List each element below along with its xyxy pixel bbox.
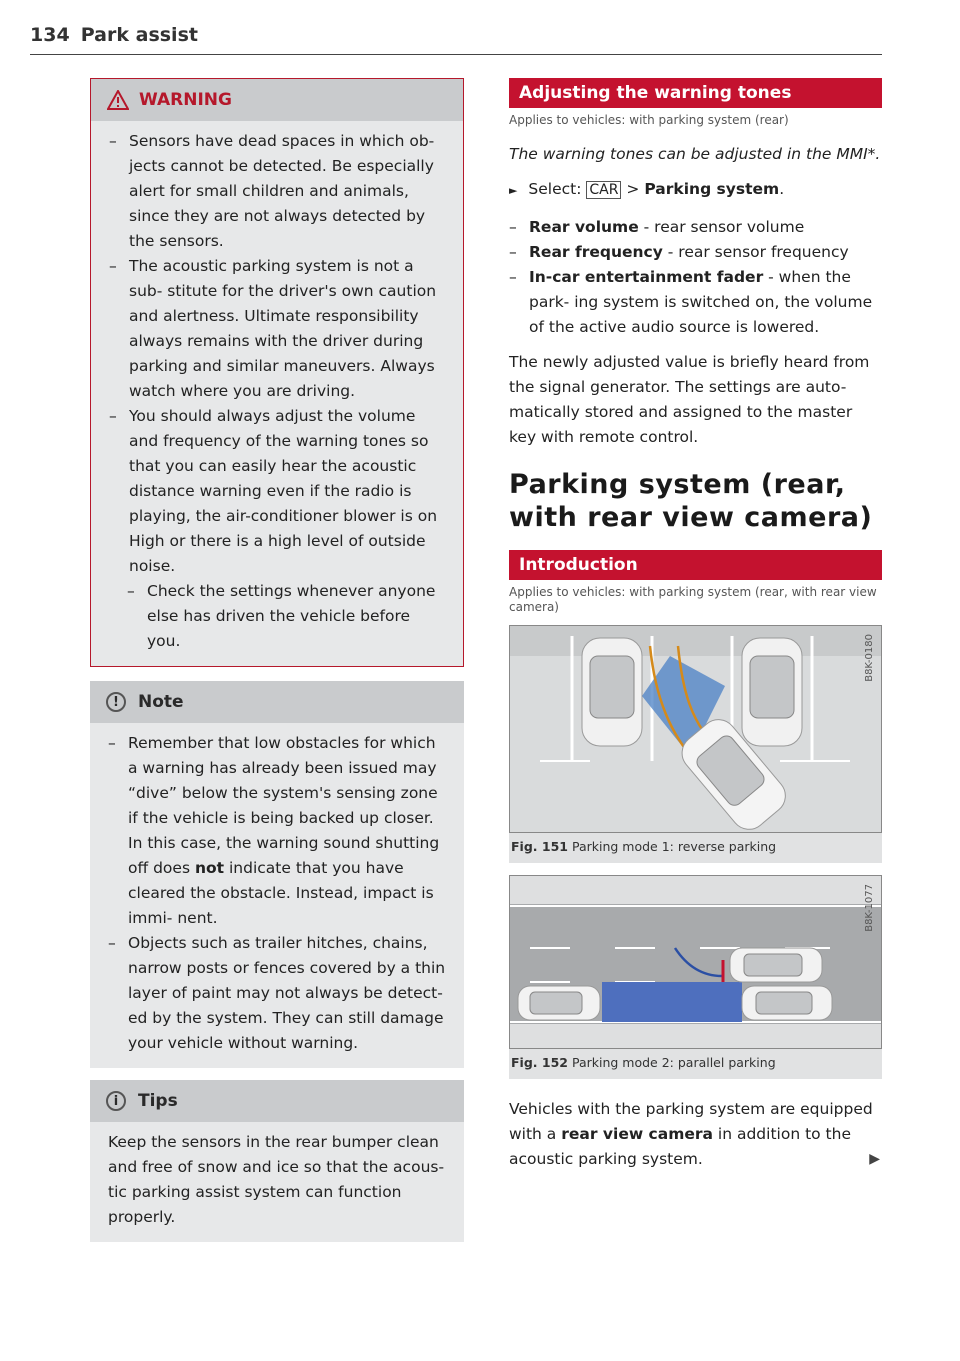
parking-camera-title: Parking system (rear, with rear view camera) bbox=[509, 469, 873, 533]
option-rear-frequency: – Rear frequency - rear sensor frequency bbox=[509, 240, 882, 265]
figure-151-image bbox=[509, 625, 882, 833]
tips-title: Tips bbox=[138, 1091, 178, 1111]
left-column bbox=[90, 78, 464, 1242]
option-fader: – In-car entertainment fader - when the park- ing system is switched on, the volume of the active audio source is lowered. bbox=[509, 265, 882, 340]
select-instruction: ► Select: CAR > Parking system. bbox=[509, 180, 785, 198]
warning-header bbox=[90, 78, 464, 121]
rear-view-camera-bold: rear view camera bbox=[561, 1125, 713, 1143]
camera-paragraph: Vehicles with the parking system are equipped with a rear view camera in addition to the acoustic parking system. ▶ bbox=[509, 1097, 882, 1172]
note-body bbox=[90, 723, 464, 1068]
note-header bbox=[90, 681, 464, 723]
right-column bbox=[509, 78, 882, 1172]
note-item-1: – Remember that low obstacles for which a warning has already been issued may “dive” below the system's sensing zone if the vehicle is being backed up closer. In this case, the warning sound shutting off does not indicate that you have cleared the obstacle. Instead, impact is immi- nent. bbox=[108, 731, 448, 931]
note-box bbox=[90, 681, 464, 1068]
continue-arrow-icon: ▶ bbox=[869, 1151, 880, 1167]
options-list bbox=[509, 215, 882, 340]
introduction-applies: Applies to vehicles: with parking system (rear, with rear view camera) bbox=[509, 585, 877, 614]
warning-title: WARNING bbox=[139, 90, 232, 110]
note-bold-not: not bbox=[194, 859, 225, 877]
parking-system-menu: Parking system bbox=[644, 180, 780, 198]
note-item-2: – Objects such as trailer hitches, chains, narrow posts or fences covered by a thin layer of paint may not always be detect- ed by the system. They can still damage your vehicle without warning. bbox=[108, 931, 448, 1056]
warning-item-2: – The acoustic parking system is not a sub- stitute for the driver's own caution and alertness. Ultimate responsibility always remains with the driver during parking and similar maneuvers. Always watch where you are driving. bbox=[109, 254, 447, 404]
warning-item-1: – Sensors have dead spaces in which ob- jects cannot be detected. Be especially alert for small children and animals, since they are not always detected by the sensors. bbox=[109, 129, 447, 254]
reverse-parking-illustration bbox=[510, 626, 881, 832]
warning-item-3: – You should always adjust the volume and frequency of the warning tones so that you can easily hear the acoustic distance warning even if the radio is playing, the air-conditioner blower is on High or there is a high level of outside noise. bbox=[109, 404, 447, 579]
figure-152-image bbox=[509, 875, 882, 1049]
warning-triangle-icon bbox=[107, 90, 129, 110]
introduction-heading: Introduction bbox=[509, 550, 882, 580]
figure-151-code: B8K-0180 bbox=[864, 634, 875, 682]
page-number: 134 bbox=[30, 24, 70, 46]
adjusting-applies: Applies to vehicles: with parking system (rear) bbox=[509, 113, 789, 127]
option-rear-volume: – Rear volume - rear sensor volume bbox=[509, 215, 882, 240]
note-exclamation-icon: ! bbox=[106, 692, 126, 712]
adjusting-heading: Adjusting the warning tones bbox=[509, 78, 882, 108]
warning-body bbox=[90, 121, 464, 667]
tips-box bbox=[90, 1080, 464, 1242]
warning-sub-item: – Check the settings whenever anyone else has driven the vehicle before you. bbox=[109, 579, 447, 654]
adjusting-paragraph: The newly adjusted value is briefly heard from the signal generator. The settings are auto- matically stored and assigned to the master key with remote control. bbox=[509, 353, 870, 446]
tips-info-icon: i bbox=[106, 1091, 126, 1111]
bullet-arrow-icon: ► bbox=[509, 184, 518, 197]
note-title: Note bbox=[138, 692, 184, 712]
car-key: CAR bbox=[586, 181, 621, 199]
figure-152-caption: Fig. 152 Parking mode 2: parallel parking bbox=[511, 1055, 776, 1070]
section-title: Park assist bbox=[80, 24, 198, 46]
tips-text: Keep the sensors in the rear bumper clean and free of snow and ice so that the acous- tic parking assist system can function properly. bbox=[108, 1133, 445, 1226]
tips-body bbox=[90, 1122, 464, 1242]
parallel-parking-illustration bbox=[510, 876, 881, 1048]
figure-151-caption: Fig. 151 Parking mode 1: reverse parking bbox=[511, 839, 777, 854]
page-header bbox=[30, 24, 882, 55]
tips-header bbox=[90, 1080, 464, 1122]
warning-box bbox=[90, 78, 464, 667]
figure-151 bbox=[509, 625, 882, 863]
figure-152 bbox=[509, 875, 882, 1079]
figure-152-code: B8K-1077 bbox=[864, 884, 875, 932]
adjusting-intro: The warning tones can be adjusted in the MMI*. bbox=[509, 145, 881, 163]
